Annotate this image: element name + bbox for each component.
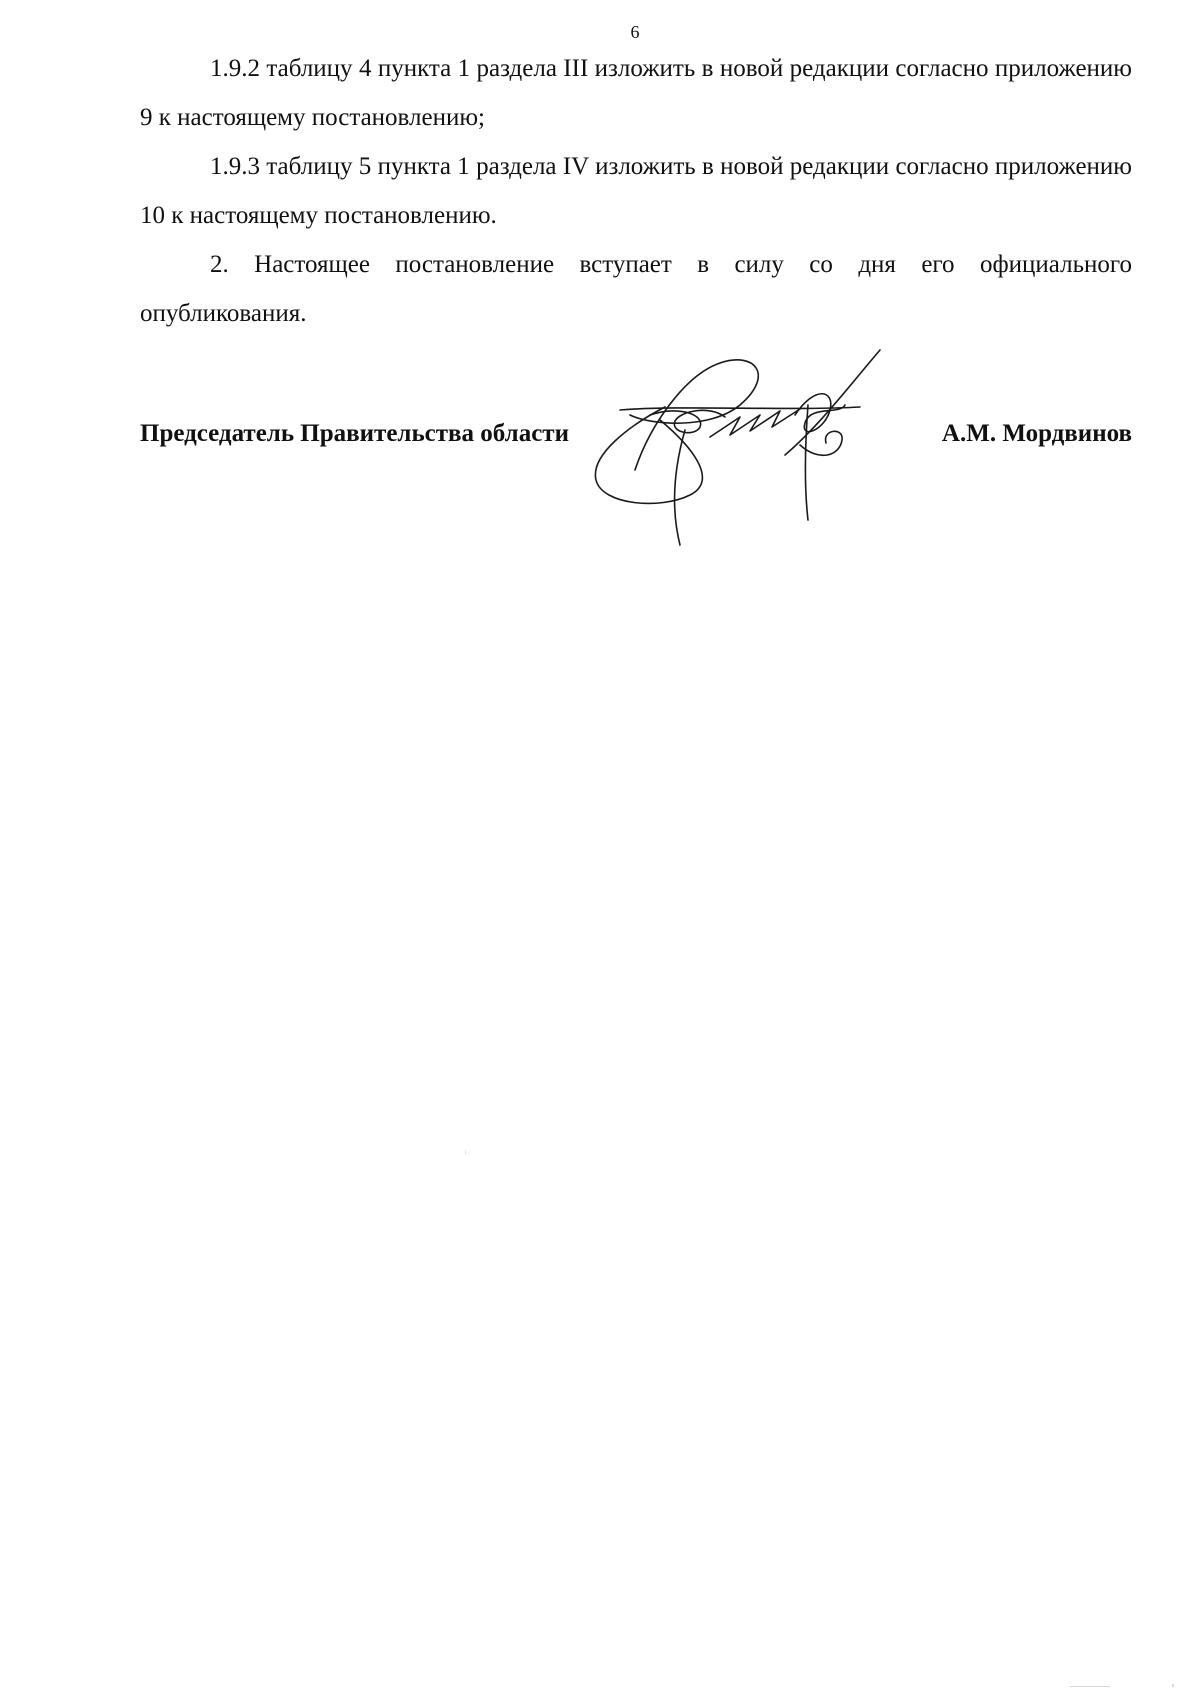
paragraph-1-9-2: 1.9.2 таблицу 4 пункта 1 раздела III изложить в новой редакции согласно приложению 9 к настоящему постановлению; xyxy=(140,55,1132,131)
signer-title: Председатель Правительства области xyxy=(140,420,569,447)
paragraph-2: 2. Настоящее постановление вступает в силу со дня его официального опубликования. xyxy=(140,251,1132,327)
scan-artifact-mark xyxy=(1070,1686,1110,1687)
page-number: 6 xyxy=(630,22,640,42)
document-body xyxy=(140,44,1132,338)
handwritten-signature-icon xyxy=(590,345,930,555)
scan-artifact-line xyxy=(465,1150,466,1155)
paragraph-1-9-3: 1.9.3 таблицу 5 пункта 1 раздела IV изложить в новой редакции согласно приложению 10 к настоящему постановлению. xyxy=(140,153,1132,229)
scan-artifact-dot xyxy=(1172,1684,1174,1687)
signer-name: А.М. Мордвинов xyxy=(941,420,1132,447)
